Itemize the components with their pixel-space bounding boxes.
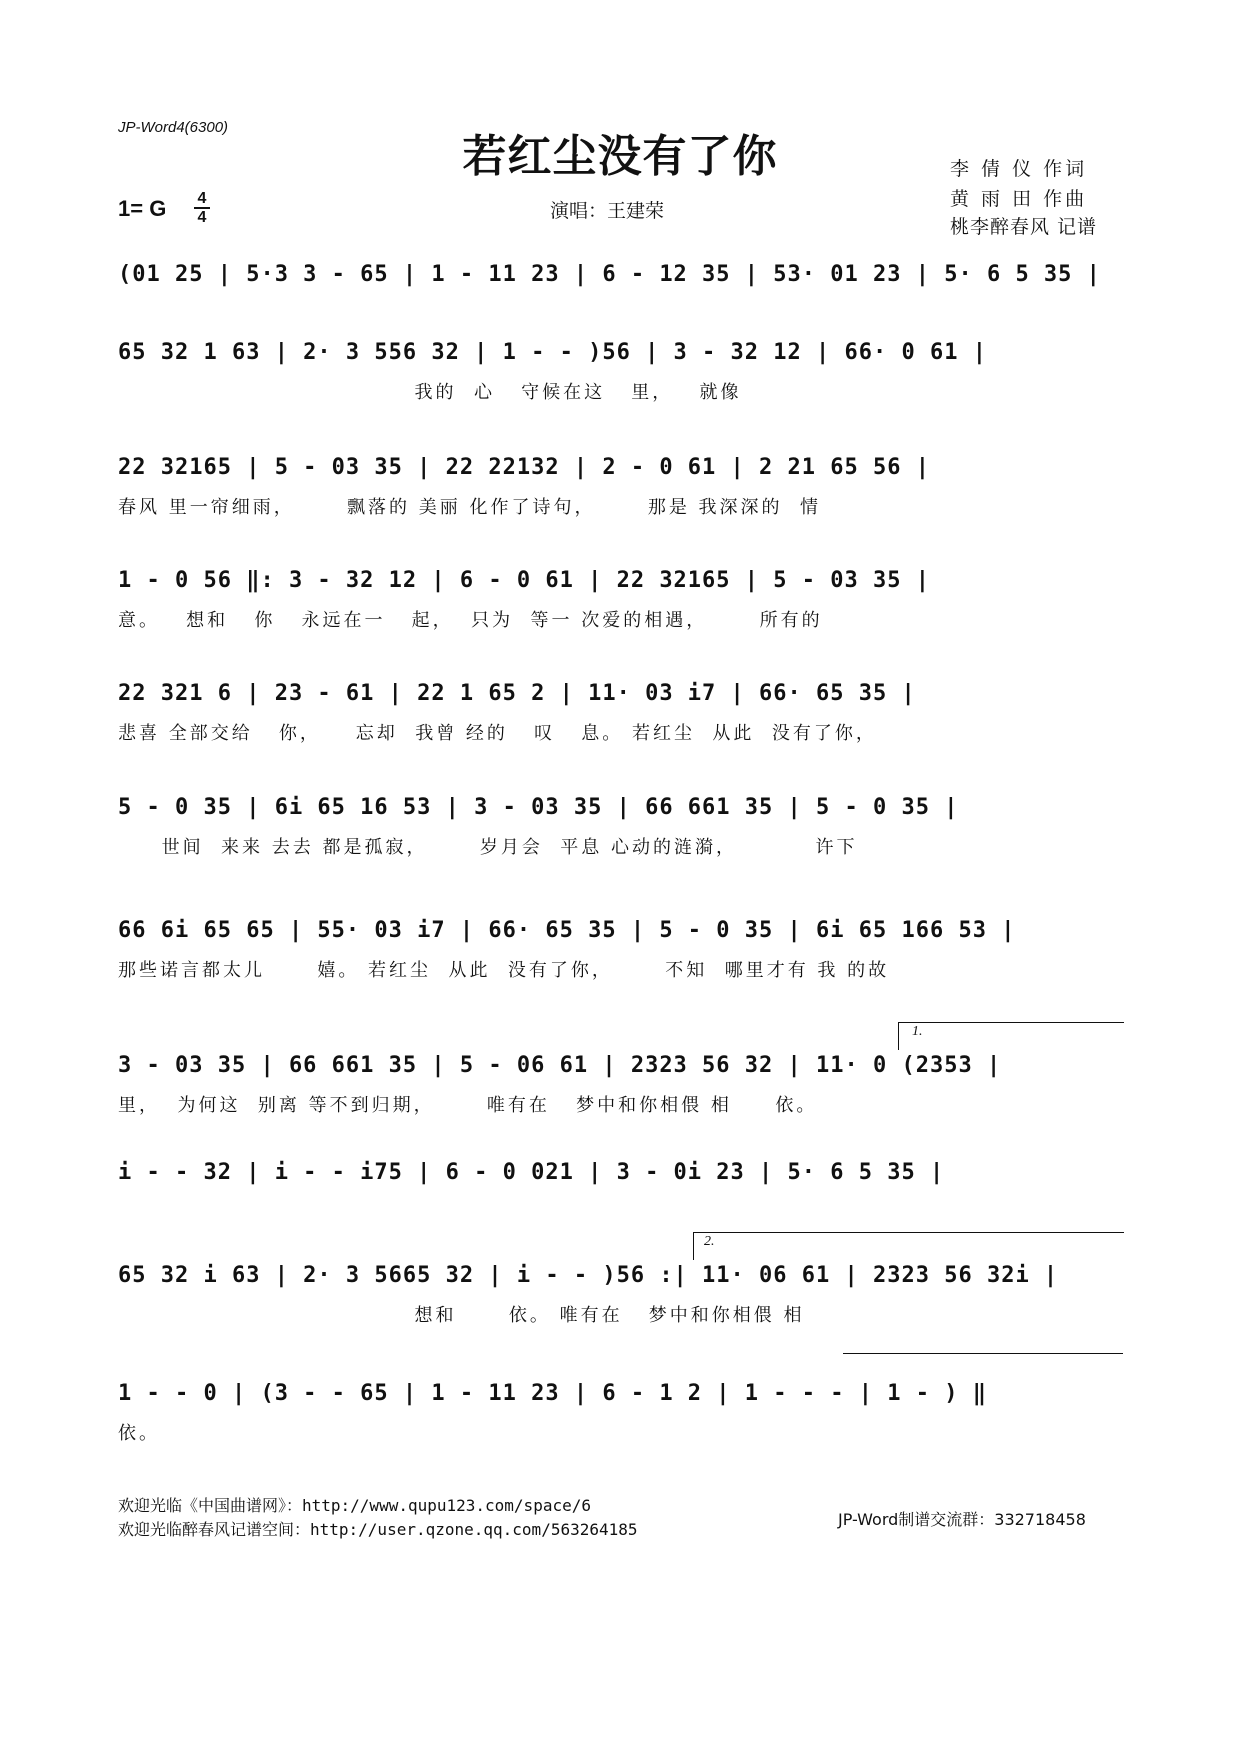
volta-first-mark: 1. [912,1024,923,1039]
score-notes: i - - 32 | i - - i75 | 6 - 0 021 | 3 - 0i 23 | 5· 6 5 35 | [118,1160,945,1185]
singer-credit: 演唱：王建荣 [550,200,665,222]
score-notes: 65 32 1 63 | 2· 3 556 32 | 1 - - )56 | 3 - 32 12 | 66· 0 61 | [118,340,987,365]
time-signature-bottom: 4 [197,209,207,226]
score-notes: 22 321 6 | 23 - 61 | 22 1 65 2 | 11· 03 i7 | 66· 65 35 | [118,681,916,706]
volta-first-bracket-edge [898,1022,899,1050]
score-notes: 1 - 0 56 ‖: 3 - 32 12 | 6 - 0 61 | 22 32165 | 5 - 03 35 | [118,568,930,593]
footer-group-info: JP-Word制谱交流群：332718458 [838,1510,1086,1529]
score-lyrics: 悲喜 全部交给 你， 忘却 我曾 经的 叹 息。 若红尘 从此 没有了你， [118,723,877,744]
score-lyrics: 春风 里一帘细雨， 飘落的 美丽 化作了诗句， 那是 我深深的 情 [118,497,821,518]
score-lyrics: 里， 为何这 别离 等不到归期， 唯有在 梦中和你相偎 相 依。 [118,1095,818,1116]
transcriber-credit: 桃李醉春风 记谱 [950,216,1098,238]
score-notes: 66 6i 65 65 | 55· 03 i7 | 66· 65 35 | 5 - 0 35 | 6i 65 166 53 | [118,918,1016,943]
score-lyrics: 依。 [118,1423,160,1444]
volta-second-bracket-edge [693,1232,694,1260]
score-notes: 65 32 i 63 | 2· 3 5665 32 | i - - )56 :| 11· 06 61 | 2323 56 32i | [118,1263,1059,1288]
time-signature-top: 4 [197,190,207,207]
score-notes: (01 25 | 5·3 3 - 65 | 1 - 11 23 | 6 - 12 35 | 53· 01 23 | 5· 6 5 35 | [118,262,1101,287]
score-notes: 22 32165 | 5 - 03 35 | 22 22132 | 2 - 0 61 | 2 21 65 56 | [118,455,930,480]
composer-credit: 黄 雨 田 作曲 [950,188,1088,210]
lyricist-credit: 李 倩 仪 作词 [950,158,1088,180]
score-lyrics: 意。 想和 你 永远在一 起， 只为 等一 次爱的相遇， 所有的 [118,610,823,631]
score-lyrics: 世间 来来 去去 都是孤寂， 岁月会 平息 心动的涟漪， 许下 [118,837,858,858]
software-label: JP-Word4(6300) [118,119,229,136]
footer-link-qzone[interactable]: 欢迎光临醉春风记谱空间：http://user.qzone.qq.com/563264185 [118,1520,638,1539]
score-notes: 5 - 0 35 | 6i 65 16 53 | 3 - 03 35 | 66 661 35 | 5 - 0 35 | [118,795,959,820]
score-lyrics: 想和 依。 唯有在 梦中和你相偎 相 [118,1305,805,1326]
volta-second-bracket [693,1232,1124,1233]
song-title: 若红尘没有了你 [462,131,778,182]
score-notes: 3 - 03 35 | 66 661 35 | 5 - 06 61 | 2323 56 32 | 11· 0 (2353 | [118,1053,1002,1078]
footer-link-qupu[interactable]: 欢迎光临《中国曲谱网》：http://www.qupu123.com/space/6 [118,1496,591,1515]
time-signature [193,190,211,226]
score-lyrics: 我的 心 守候在这 里， 就像 [118,382,742,403]
score-lyrics: 那些诺言都太儿 嬉。 若红尘 从此 没有了你， 不知 哪里才有 我 的故 [118,960,890,981]
volta-second-mark: 2. [704,1234,715,1249]
score-notes: 1 - - 0 | (3 - - 65 | 1 - 11 23 | 6 - 1 2 | 1 - - - | 1 - ) ‖ [118,1381,987,1406]
coda-bracket [843,1353,1123,1354]
key-signature: 1= G [118,196,167,221]
volta-first-bracket [898,1022,1124,1023]
